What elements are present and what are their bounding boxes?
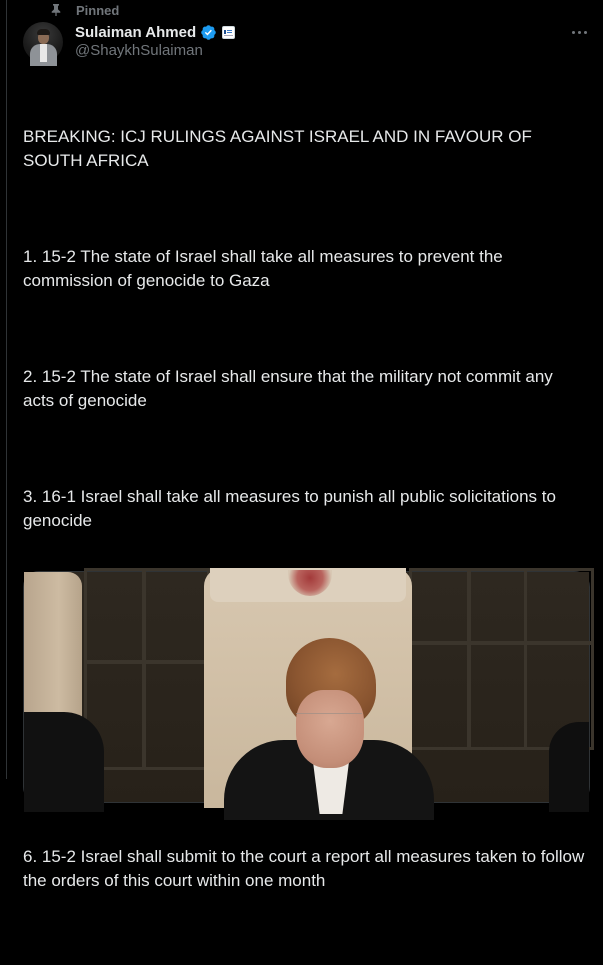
avatar-figure-shirt [40, 44, 47, 62]
media-wall-panel [142, 660, 210, 770]
more-dot-icon [584, 31, 587, 34]
media-wall-panel [524, 568, 594, 644]
media-left-robe [24, 712, 104, 812]
media-right-robe [549, 722, 589, 812]
post-headline: BREAKING: ICJ RULINGS AGAINST ISRAEL AND IN FAVOUR OF SOUTH AFRICA [23, 127, 537, 170]
ruling-item: 1. 15-2 The state of Israel shall take all measures to prevent the commission of genocide to Gaza [23, 247, 508, 290]
more-dot-icon [572, 31, 575, 34]
author-name-row [75, 22, 235, 42]
media-wall-panel [84, 568, 146, 664]
media-judge-face [296, 690, 364, 768]
affiliation-badge-icon[interactable] [222, 26, 235, 39]
pin-icon [49, 3, 63, 17]
ruling-item: 3. 16-1 Israel shall take all measures to punish all public solicitations to genocide [23, 487, 561, 530]
pinned-indicator [48, 1, 119, 19]
media-wall-panel [467, 568, 527, 644]
media-wall-panel [467, 642, 527, 750]
more-dot-icon [578, 31, 581, 34]
ruling-item: 6. 15-2 Israel shall submit to the court a report all measures taken to follow the orders of this court within one month [23, 847, 590, 890]
timeline-border [6, 0, 7, 779]
avatar-figure-hair [37, 29, 50, 35]
media-judge-glasses [296, 713, 362, 728]
verified-badge-icon[interactable] [200, 24, 217, 41]
media-wall-panel [409, 642, 471, 750]
pinned-label: Pinned [76, 2, 120, 18]
post-text [23, 77, 588, 965]
more-options-button[interactable] [567, 22, 591, 42]
media-wall-panel [409, 568, 471, 644]
ruling-item: 2. 15-2 The state of Israel shall ensure that the military not commit any acts of genocide [23, 367, 558, 410]
post-media-video[interactable] [23, 571, 590, 803]
author-avatar[interactable] [23, 22, 63, 62]
author-handle[interactable]: @ShaykhSulaiman [75, 42, 203, 59]
media-wall-panel [142, 568, 210, 664]
author-display-name[interactable]: Sulaiman Ahmed [75, 23, 197, 41]
